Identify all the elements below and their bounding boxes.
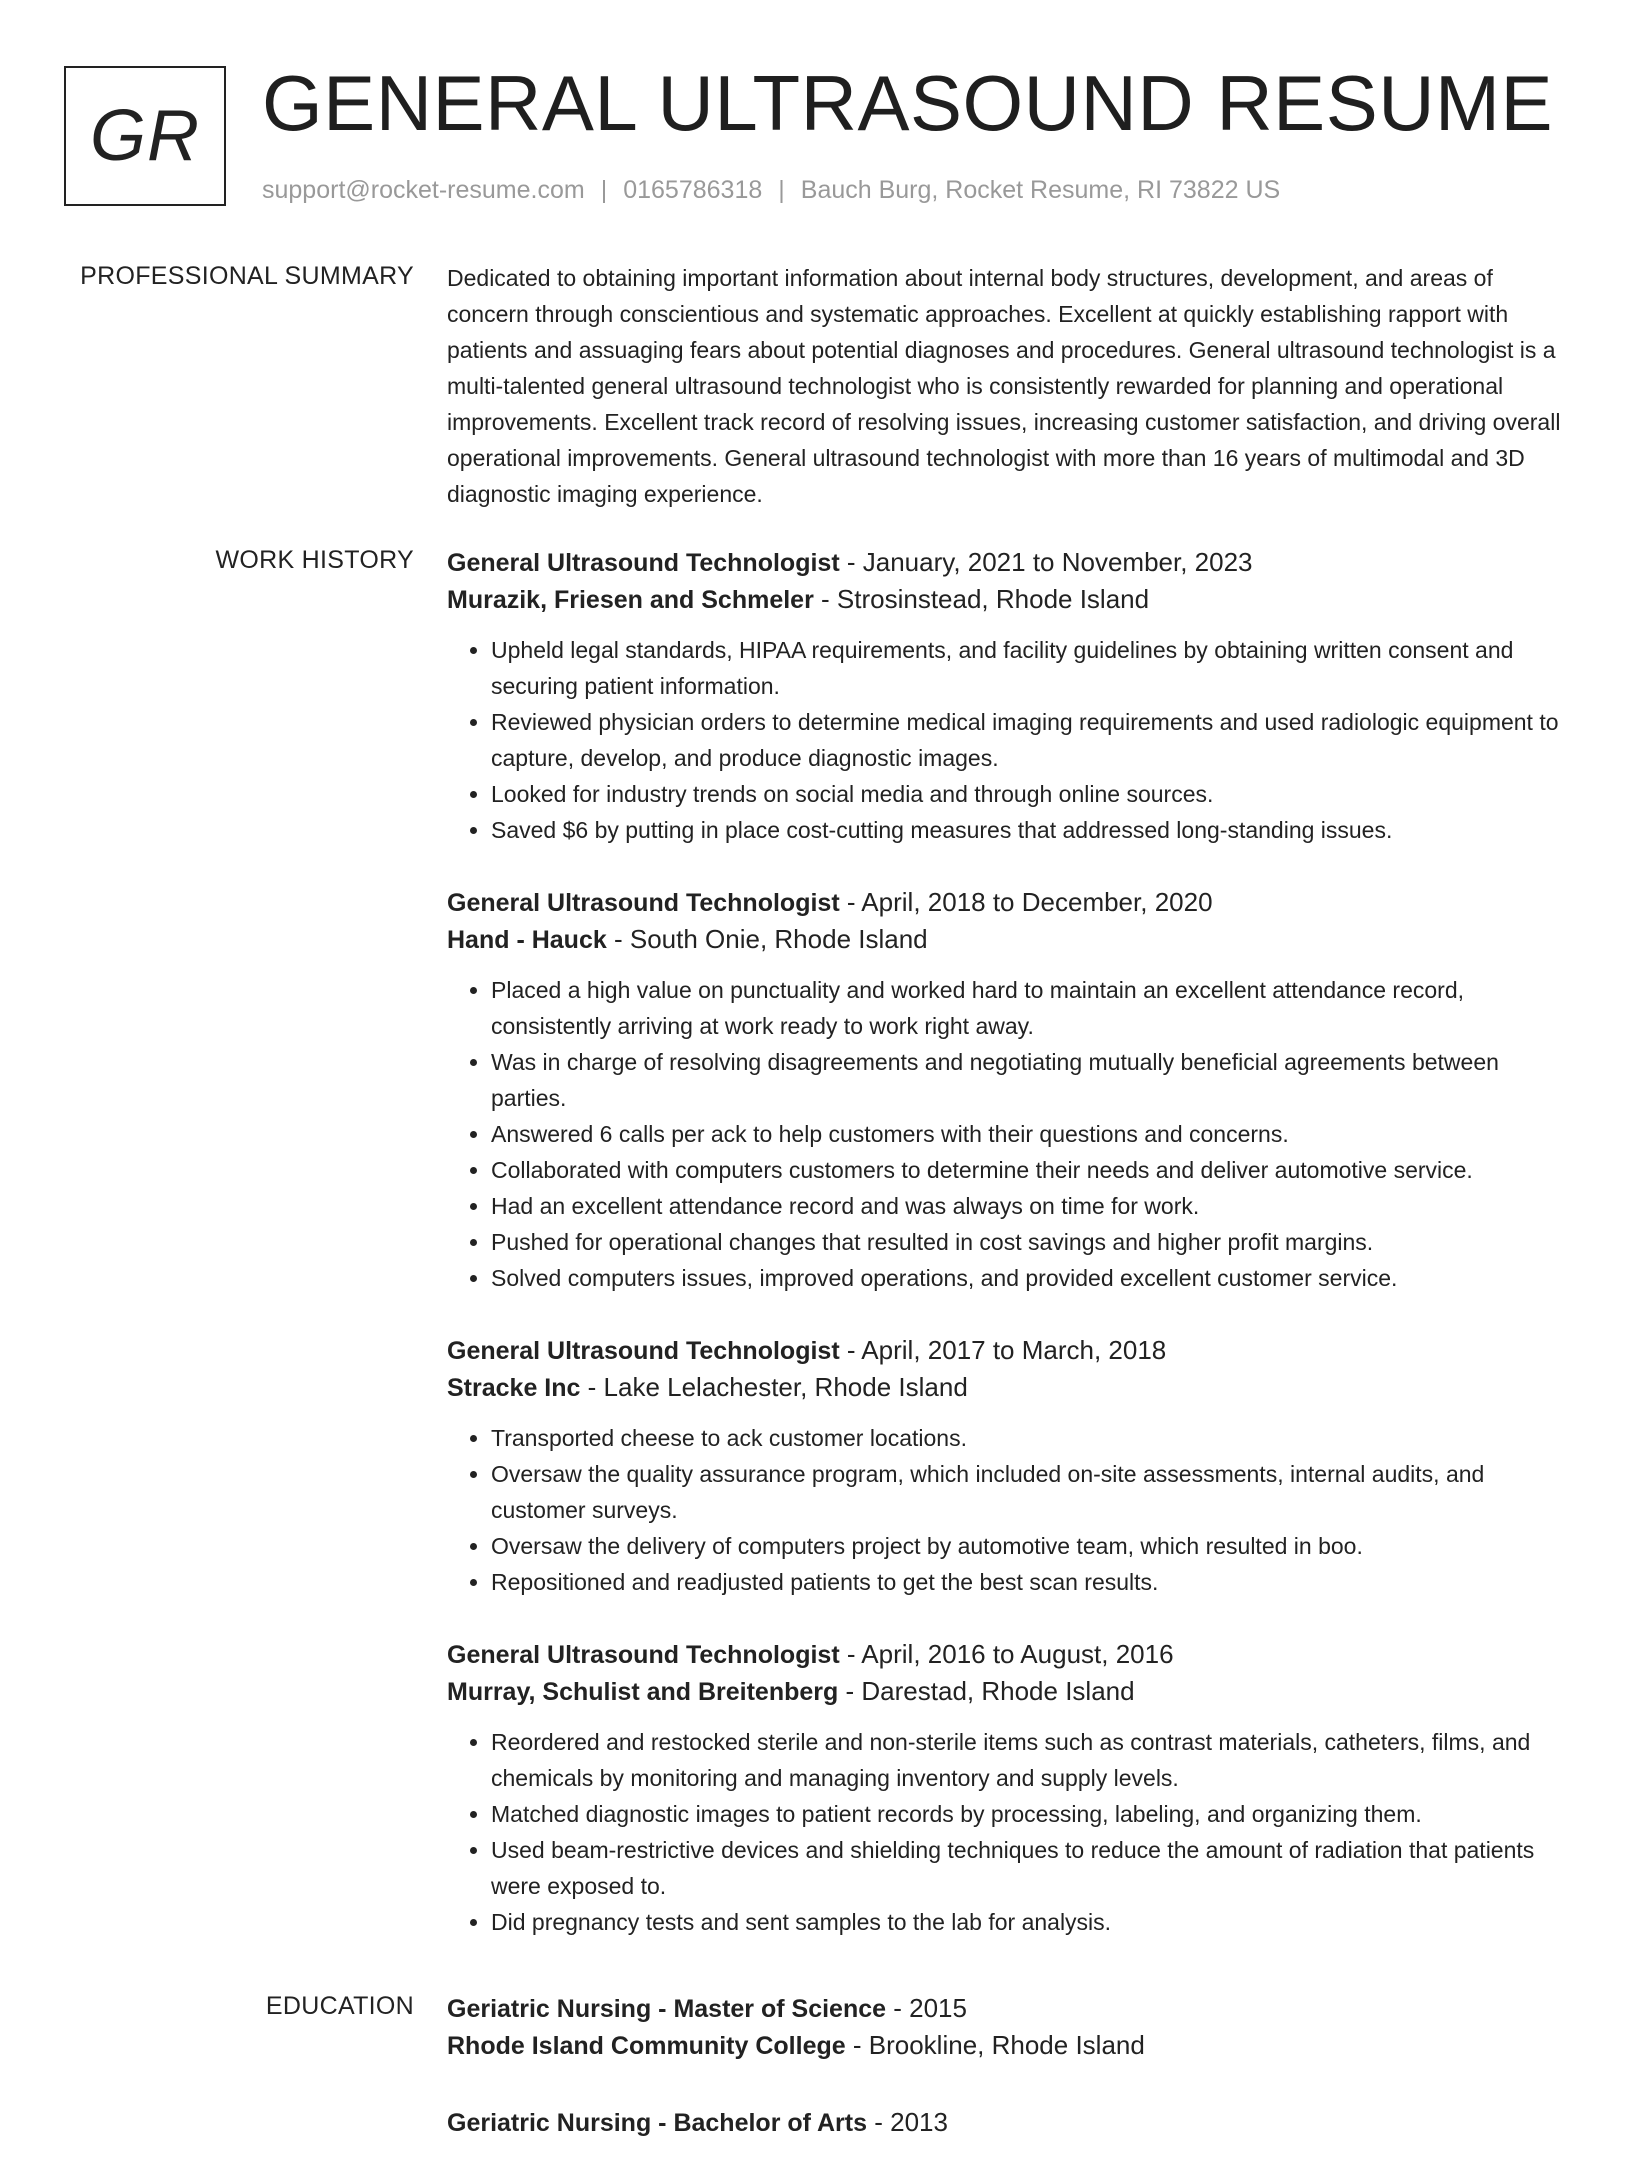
job-entry <box>447 1332 1567 1600</box>
education-entry <box>447 1990 1567 2064</box>
job-bullet: • Reviewed physician orders to determine medical imaging requirements and used radiologic equipment to capture, develop, and produce diagnostic images. <box>491 704 1567 776</box>
job-bullets <box>447 972 1567 1296</box>
job-title-line <box>447 1332 1567 1369</box>
education-location: - Brookline, Rhode Island <box>845 2030 1145 2060</box>
job-company: Murazik, Friesen and Schmeler <box>447 586 814 614</box>
summary-heading: PROFESSIONAL SUMMARY <box>80 262 414 290</box>
education-year: - 2015 <box>886 1993 967 2023</box>
job-company: Stracke Inc <box>447 1374 581 1402</box>
contact-address: Bauch Burg, Rocket Resume, RI 73822 US <box>800 176 1281 204</box>
job-title-line <box>447 884 1567 921</box>
job-company-line <box>447 1369 1567 1406</box>
contact-separator: | <box>778 176 785 204</box>
job-bullet: • Collaborated with computers customers to determine their needs and deliver automotive service. <box>491 1152 1567 1188</box>
job-title: General Ultrasound Technologist <box>447 889 840 917</box>
job-company-line <box>447 921 1567 958</box>
job-bullet: • Placed a high value on punctuality and worked hard to maintain an excellent attendance record, consistently arriving at work ready to work right away. <box>491 972 1567 1044</box>
education-heading: EDUCATION <box>265 1992 414 2020</box>
job-company-line <box>447 581 1567 618</box>
job-bullet: • Matched diagnostic images to patient records by processing, labeling, and organizing them. <box>491 1796 1567 1832</box>
job-bullet: • Answered 6 calls per ack to help customers with their questions and concerns. <box>491 1116 1567 1152</box>
job-entry <box>447 1636 1567 1940</box>
job-company-line <box>447 1673 1567 1710</box>
education-year: - 2013 <box>867 2107 948 2137</box>
summary-body <box>447 260 1567 512</box>
job-bullet: • Upheld legal standards, HIPAA requirements, and facility guidelines by obtaining written consent and securing patient information. <box>491 632 1567 704</box>
contact-email: support@rocket-resume.com <box>262 176 585 204</box>
job-entry <box>447 544 1567 848</box>
education-degree: Geriatric Nursing - Master of Science <box>447 1995 887 2023</box>
job-title: General Ultrasound Technologist <box>447 549 840 577</box>
job-location: - Darestad, Rhode Island <box>838 1676 1135 1706</box>
job-dates: - January, 2021 to November, 2023 <box>839 547 1253 577</box>
job-company: Murray, Schulist and Breitenberg <box>447 1678 839 1706</box>
job-title-line <box>447 1636 1567 1673</box>
work-history-heading: WORK HISTORY <box>215 546 414 574</box>
job-title: General Ultrasound Technologist <box>447 1337 840 1365</box>
education-body <box>447 1990 1567 2181</box>
education-school-line <box>447 2027 1567 2064</box>
job-bullets <box>447 632 1567 848</box>
education-degree-line <box>447 2104 1567 2141</box>
job-bullet: • Transported cheese to ack customer locations. <box>491 1420 1567 1456</box>
job-dates: - April, 2018 to December, 2020 <box>839 887 1213 917</box>
job-bullet: • Looked for industry trends on social media and through online sources. <box>491 776 1567 812</box>
work-history-body <box>447 544 1567 1976</box>
job-bullet: • Was in charge of resolving disagreements and negotiating mutually beneficial agreements between parties. <box>491 1044 1567 1116</box>
job-bullet: • Did pregnancy tests and sent samples to the lab for analysis. <box>491 1904 1567 1940</box>
job-company: Hand - Hauck <box>447 926 607 954</box>
contact-separator: | <box>600 176 608 204</box>
job-bullet: • Saved $6 by putting in place cost-cutting measures that addressed long-standing issues. <box>491 812 1567 848</box>
job-location: - Lake Lelachester, Rhode Island <box>580 1372 968 1402</box>
education-school: Rhode Island Community College <box>447 2032 846 2060</box>
job-dates: - April, 2017 to March, 2018 <box>839 1335 1167 1365</box>
resume-title: GENERAL ULTRASOUND RESUME <box>262 59 1554 147</box>
job-title-line <box>447 544 1567 581</box>
job-bullets <box>447 1724 1567 1940</box>
job-dates: - April, 2016 to August, 2016 <box>839 1639 1174 1669</box>
job-bullet: • Oversaw the quality assurance program, which included on-site assessments, internal audits, and customer surveys. <box>491 1456 1567 1528</box>
education-degree: Geriatric Nursing - Bachelor of Arts <box>447 2109 867 2137</box>
job-bullet: • Used beam-restrictive devices and shielding techniques to reduce the amount of radiation that patients were exposed to. <box>491 1832 1567 1904</box>
summary-text: Dedicated to obtaining important information about internal body structures, development, and areas of concern through conscientious and systematic approaches. Excellent at quickly establishing rapport with patients and assuaging fears about potential diagnoses and procedures. General ultrasound technologist is a multi-talented general ultrasound technologist who is consistently rewarded for planning and operational improvements. Excellent track record of resolving issues, increasing customer satisfaction, and driving overall operational improvements. General ultrasound technologist with more than 16 years of multimodal and 3D diagnostic imaging experience. <box>447 265 1561 507</box>
job-location: - Strosinstead, Rhode Island <box>813 584 1150 614</box>
contact-line <box>262 176 1280 205</box>
job-bullet: • Solved computers issues, improved operations, and provided excellent customer service. <box>491 1260 1567 1296</box>
education-degree-line <box>447 1990 1567 2027</box>
job-entry <box>447 884 1567 1296</box>
education-entry <box>447 2104 1567 2141</box>
job-location: - South Onie, Rhode Island <box>606 924 928 954</box>
contact-phone: 0165786318 <box>623 176 763 204</box>
job-bullet: • Repositioned and readjusted patients to get the best scan results. <box>491 1564 1567 1600</box>
job-bullet: • Reordered and restocked sterile and non-sterile items such as contrast materials, catheters, films, and chemicals by monitoring and managing inventory and supply levels. <box>491 1724 1567 1796</box>
initials-monogram: GR <box>64 66 226 206</box>
job-bullet: • Had an excellent attendance record and was always on time for work. <box>491 1188 1567 1224</box>
job-bullet: • Pushed for operational changes that resulted in cost savings and higher profit margins. <box>491 1224 1567 1260</box>
job-bullet: • Oversaw the delivery of computers project by automotive team, which resulted in boo. <box>491 1528 1567 1564</box>
job-title: General Ultrasound Technologist <box>447 1641 840 1669</box>
job-bullets <box>447 1420 1567 1600</box>
